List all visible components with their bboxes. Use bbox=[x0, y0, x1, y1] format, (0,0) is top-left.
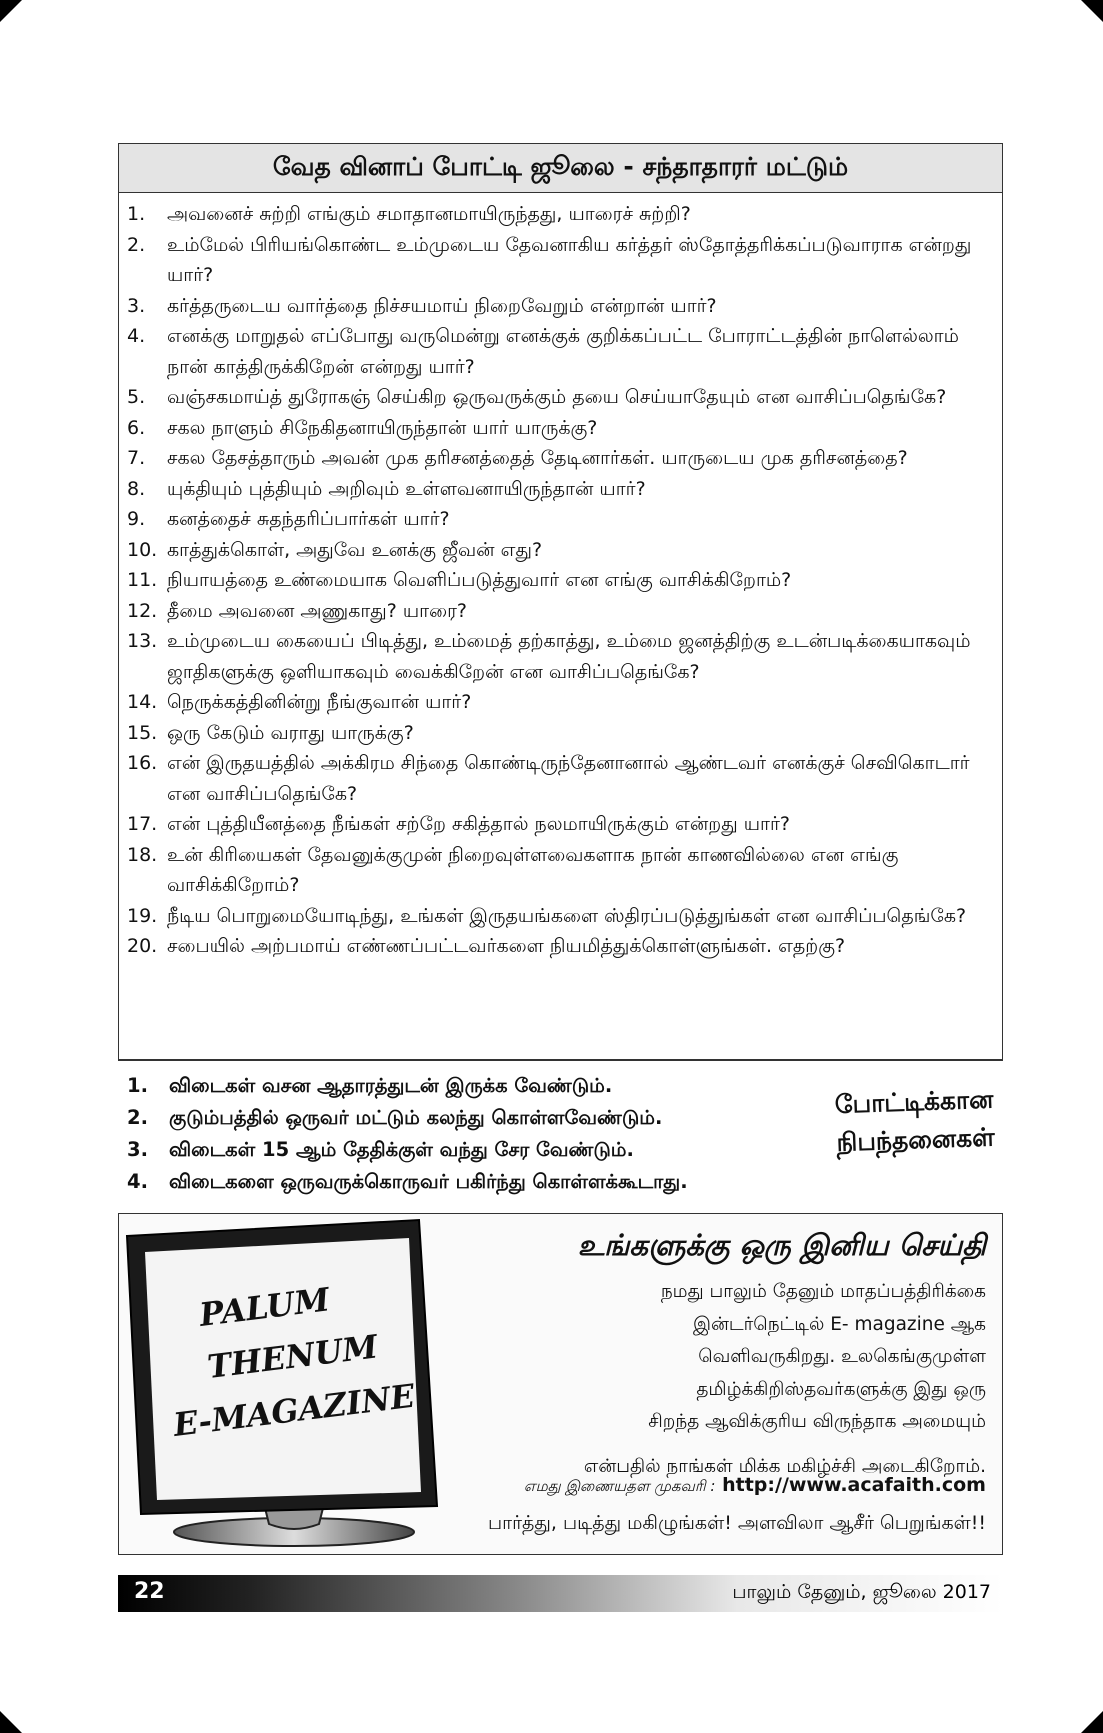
rule-number: 1. bbox=[127, 1074, 148, 1097]
question-item bbox=[127, 230, 992, 291]
question-number: 15. bbox=[127, 721, 158, 744]
corner-mark-bottom-right bbox=[1081, 1711, 1103, 1733]
page-footer bbox=[118, 1575, 1003, 1612]
rule-item bbox=[127, 1166, 1002, 1198]
question-number: 14. bbox=[127, 691, 158, 713]
question-text: நியாயத்தை உண்மையாக வெளிப்படுத்துவார் என எங்கு வாசிக்கிறோம்? bbox=[167, 569, 792, 591]
question-list bbox=[119, 193, 1002, 962]
question-number: 18. bbox=[127, 843, 158, 866]
question-number: 6. bbox=[127, 416, 146, 439]
page-number: 22 bbox=[134, 1579, 165, 1604]
rules-section bbox=[119, 1059, 1002, 1193]
question-item bbox=[127, 443, 992, 474]
question-text: யுக்தியும் புத்தியும் அறிவும் உள்ளவனாயிருந்தான் யார்? bbox=[167, 477, 646, 500]
question-number: 16. bbox=[127, 752, 158, 774]
monitor-line-2: THENUM bbox=[205, 1327, 380, 1386]
corner-mark-bottom-left bbox=[0, 1711, 22, 1733]
question-item bbox=[127, 291, 992, 322]
question-number: 12. bbox=[127, 599, 158, 622]
question-item bbox=[127, 535, 992, 566]
question-text: உம்முடைய கையைப் பிடித்து, உம்மைத் தற்காத்து, உம்மை ஜனத்திற்கு உடன்படிக்கையாகவும் ஜாதிகளுக்கு ஒளியாகவும் வைக்கிறேன் என வாசிப்பதெங்கே? bbox=[167, 630, 971, 683]
question-item bbox=[127, 748, 992, 809]
question-text: எனக்கு மாறுதல் எப்போது வருமென்று எனக்குக் குறிக்கப்பட்ட போராட்டத்தின் நாளெல்லாம் நான் காத்திருக்கிறேன் என்றது யார்? bbox=[167, 325, 959, 378]
question-number: 1. bbox=[127, 203, 146, 225]
question-item bbox=[127, 413, 992, 444]
promo-body-line: வெளிவருகிறது. உலகெங்குமுள்ள bbox=[698, 1346, 986, 1367]
rule-text: விடைகள் 15 ஆம் தேதிக்குள் வந்து சேர வேண்டும். bbox=[169, 1138, 634, 1161]
website-link[interactable]: http://www.acafaith.com bbox=[722, 1474, 986, 1496]
rule-text: விடைகளை ஒருவருக்கொருவர் பகிர்ந்து கொள்ளக்கூடாது. bbox=[169, 1170, 688, 1193]
question-text: சகல நாளும் சிநேகிதனாயிருந்தான் யார் யாருக்கு? bbox=[167, 416, 598, 439]
corner-mark-top-right bbox=[1081, 0, 1103, 22]
question-text: நெருக்கத்தினின்று நீங்குவான் யார்? bbox=[167, 691, 472, 713]
monitor-line-3: E-MAGAZINE bbox=[171, 1376, 417, 1444]
question-item bbox=[127, 626, 992, 687]
question-item bbox=[127, 382, 992, 413]
quiz-title: வேத வினாப் போட்டி ஜூலை - சந்தாதாரர் மட்டும் bbox=[119, 144, 1002, 193]
question-text: வஞ்சகமாய்த் துரோகஞ் செய்கிற ஒருவருக்கும் தயை செய்யாதேயும் என வாசிப்பதெங்கே? bbox=[167, 386, 947, 408]
question-number: 4. bbox=[127, 325, 146, 347]
question-text: உம்மேல் பிரியங்கொண்ட உம்முடைய தேவனாகிய கர்த்தர் ஸ்தோத்தரிக்கப்படுவாராக என்றது யார்? bbox=[167, 233, 972, 286]
promo-body-line: இன்டர்நெட்டில் E- magazine ஆக bbox=[692, 1313, 986, 1335]
question-number: 13. bbox=[127, 630, 158, 652]
promo-footer: பார்த்து, படித்து மகிழுங்கள்! அளவிலா ஆசீர் பெறுங்கள்!! bbox=[488, 1512, 986, 1534]
question-text: என் இருதயத்தில் அக்கிரம சிந்தை கொண்டிருந்தேனானால் ஆண்டவர் எனக்குச் செவிகொடார் என வாசிப்பதெங்கே? bbox=[167, 752, 970, 805]
question-text: உன் கிரியைகள் தேவனுக்குமுன் நிறைவுள்ளவைகளாக நான் காணவில்லை என எங்கு வாசிக்கிறோம்? bbox=[167, 843, 899, 896]
question-text: சகல தேசத்தாரும் அவன் முக தரிசனத்தைத் தேடினார்கள். யாருடைய முக தரிசனத்தை? bbox=[167, 447, 908, 469]
question-item bbox=[127, 199, 992, 230]
contact-label: எமது இணையதள முகவரி : bbox=[523, 1477, 716, 1495]
question-item bbox=[127, 474, 992, 505]
question-text: காத்துக்கொள், அதுவே உனக்கு ஜீவன் எது? bbox=[167, 538, 543, 561]
question-item bbox=[127, 840, 992, 901]
question-number: 10. bbox=[127, 538, 158, 561]
monitor-illustration bbox=[119, 1214, 449, 1554]
question-item bbox=[127, 931, 992, 962]
question-item bbox=[127, 321, 992, 382]
question-number: 9. bbox=[127, 508, 146, 530]
monitor-line-1: PALUM bbox=[197, 1280, 332, 1334]
promo-body-line: சிறந்த ஆவிக்குரிய விருந்தாக அமையும் bbox=[648, 1411, 986, 1432]
rule-number: 4. bbox=[127, 1170, 148, 1193]
rules-title: போட்டிக்கான நிபந்தனைகள் bbox=[834, 1084, 996, 1158]
bible-quiz-section bbox=[118, 143, 1003, 1193]
question-item bbox=[127, 596, 992, 627]
rule-text: குடும்பத்தில் ஒருவர் மட்டும் கலந்து கொள்ளவேண்டும். bbox=[169, 1106, 663, 1129]
question-number: 17. bbox=[127, 813, 158, 835]
question-number: 3. bbox=[127, 294, 146, 317]
rule-number: 3. bbox=[127, 1138, 148, 1161]
promo-body bbox=[426, 1276, 986, 1483]
question-item bbox=[127, 687, 992, 718]
question-number: 5. bbox=[127, 386, 146, 408]
question-item bbox=[127, 504, 992, 535]
question-text: தீமை அவனை அணுகாது? யாரை? bbox=[167, 599, 467, 622]
question-number: 20. bbox=[127, 935, 158, 957]
question-text: ஒரு கேடும் வராது யாருக்கு? bbox=[167, 721, 414, 744]
rule-number: 2. bbox=[127, 1106, 148, 1129]
question-number: 7. bbox=[127, 447, 146, 469]
question-number: 19. bbox=[127, 904, 158, 927]
e-magazine-promo bbox=[118, 1213, 1003, 1555]
promo-body-line: என்பதில் நாங்கள் மிக்க மகிழ்ச்சி அடைகிறோம். bbox=[583, 1455, 986, 1477]
question-number: 2. bbox=[127, 233, 146, 256]
promo-body-line: தமிழ்க்கிறிஸ்தவர்களுக்கு இது ஒரு bbox=[696, 1378, 986, 1400]
question-item bbox=[127, 718, 992, 749]
corner-mark-top-left bbox=[0, 0, 22, 22]
question-number: 11. bbox=[127, 569, 158, 591]
question-text: அவனைச் சுற்றி எங்கும் சமாதானமாயிருந்தது, யாரைச் சுற்றி? bbox=[167, 203, 691, 225]
promo-headline: உங்களுக்கு ஒரு இனிய செய்தி bbox=[577, 1228, 986, 1262]
magazine-issue-title: பாலும் தேனும், ஜூலை 2017 bbox=[732, 1581, 991, 1603]
question-text: நீடிய பொறுமையோடிந்து, உங்கள் இருதயங்களை ஸ்திரப்படுத்துங்கள் என வாசிப்பதெங்கே? bbox=[167, 904, 967, 927]
question-text: சபையில் அற்பமாய் எண்ணப்பட்டவர்களை நியமித்துக்கொள்ளுங்கள். எதற்கு? bbox=[167, 935, 846, 957]
question-text: கனத்தைச் சுதந்தரிப்பார்கள் யார்? bbox=[167, 508, 450, 530]
question-number: 8. bbox=[127, 477, 146, 500]
question-text: கர்த்தருடைய வார்த்தை நிச்சயமாய் நிறைவேறும் என்றான் யார்? bbox=[167, 294, 717, 317]
rule-text: விடைகள் வசன ஆதாரத்துடன் இருக்க வேண்டும். bbox=[169, 1074, 613, 1097]
promo-contact bbox=[524, 1474, 986, 1497]
question-item bbox=[127, 565, 992, 596]
promo-body-line: நமது பாலும் தேனும் மாதப்பத்திரிக்கை bbox=[660, 1281, 986, 1302]
question-item bbox=[127, 901, 992, 932]
question-text: என் புத்தியீனத்தை நீங்கள் சற்றே சகித்தால் நலமாயிருக்கும் என்றது யார்? bbox=[167, 813, 790, 835]
question-item bbox=[127, 809, 992, 840]
